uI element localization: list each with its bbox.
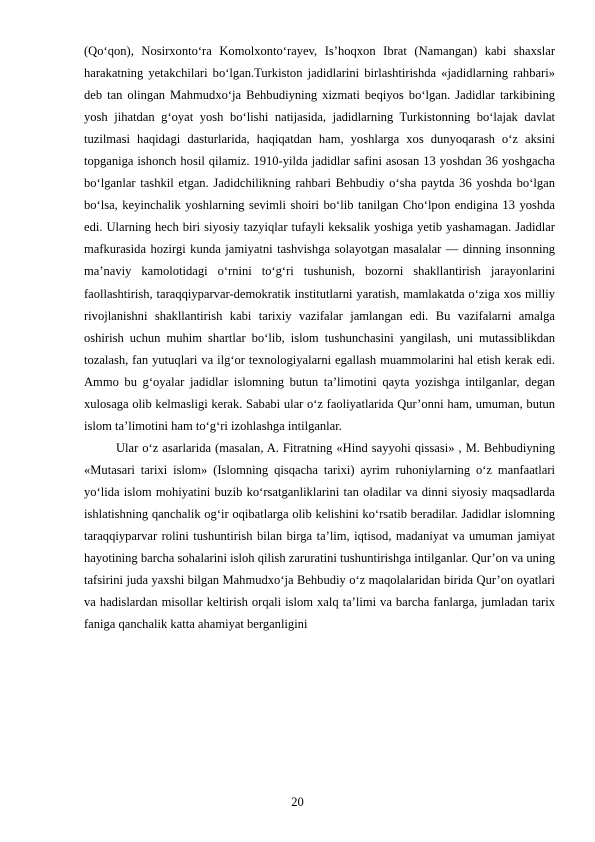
document-page	[84, 40, 555, 635]
paragraph-jadid-leaders: (Qo‘qon), Nosirxonto‘ra Komolxonto‘rayev, Is’hoqxon Ibrat (Namangan) kabi shaxslar harakatning yetakchilari bo‘lgan.Turkiston jadidlarini birlashtirishda «jadidlarning rahbari» deb tan olingan Mahmudxo‘ja Behbudiyning xizmati beqiyos bo‘lgan. Jadidlar tarkibining yosh jihatdan g‘oyat yosh bo‘lishi natijasida, jadidlarning Turkistonning bo‘lajak davlat tuzilmasi haqidagi dasturlarida, haqiqatdan ham, yoshlarga xos dunyoqarash o‘z aksini topganiga ishonch hosil qilamiz. 1910-yilda jadidlar safini asosan 13 yoshdan 36 yoshgacha bo‘lganlar tashkil etgan. Jadidchilikning rahbari Behbudiy o‘sha paytda 36 yoshda bo‘lgan bo‘lsa, keyinchalik yoshlarning sevimli shoiri bo‘lib tanilgan Cho‘lpon endigina 13 yoshda edi. Ularning hech biri siyosiy tazyiqlar tufayli keksalik yoshiga yetib yashamagan. Jadidlar mafkurasida hozirgi kunda jamiyatni tashvishga solayotgan masalalar — dinning insonning ma’naviy kamolotidagi o‘rnini to‘g‘ri tushunish, bozorni shakllantirish jarayonlarini faollashtirish, taraqqiyparvar-demokratik institutlarni yaratish, mamlakatda o‘ziga xos milliy rivojlanishni shakllantirish kabi tarixiy vazifalar jamlangan edi. Bu vazifalarni amalga oshirish uchun muhim shartlar bo‘lib, islom tushunchasini yangilash, uni mutassiblikdan tozalash, fan yutuqlari va ilg‘or texnologiyalarni egallash muammolarini hal etish kerak edi. Ammo bu g‘oyalar jadidlar islomning butun ta’limotini qayta yozishga intilganlar, degan xulosaga olib kelmasligi kerak. Sababi ular o‘z faoliyatlarida Qur’onni ham, umuman, butun islom ta’limotini ham to‘g‘ri izohlashga intilganlar.	[84, 44, 555, 433]
page-number: 20	[291, 795, 304, 809]
paragraph-jadid-works: Ular o‘z asarlarida (masalan, A. Fitratning «Hind sayyohi qissasi» , M. Behbudiyning «Mutasari tarixi islom» (Islomning qisqacha tarixi) ayrim ruhoniylarning o‘z manfaatlari yo‘lida islom mohiyatini buzib ko‘rsatganliklarini tan oladilar va dinni siyosiy maqsadlarda ishlatishning qanchalik og‘ir oqibatlarga olib kelishini ko‘rsatib beradilar. Jadidlar islomning taraqqiyparvar rolini tushuntirish bilan birga ta’lim, iqtisod, madaniyat va umuman jamiyat hayotining barcha sohalarini isloh qilish zaruratini tushuntirishga intilganlar. Qur’on va uning tafsirini juda yaxshi bilgan Mahmudxo‘ja Behbudiy o‘z maqolalaridan birida Qur’on oyatlari va hadislardan misollar keltirish orqali islom xalq ta’limi va barcha fanlarga, jumladan tarix faniga qanchalik katta ahamiyat berganligini	[84, 440, 555, 632]
